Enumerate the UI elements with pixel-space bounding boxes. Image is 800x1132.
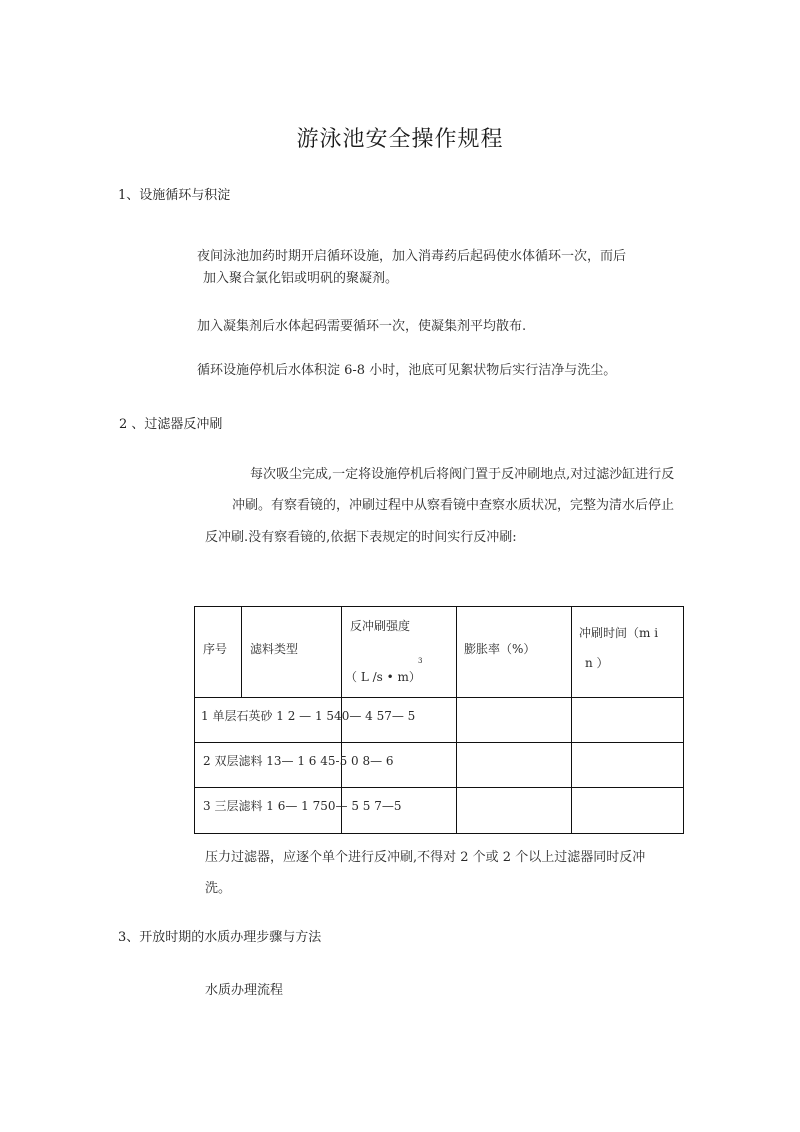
section-heading-2: 2 、过滤器反冲刷 [119,417,223,432]
table-hline-1 [195,697,683,698]
table-header-filter-type: 滤料类型 [250,642,299,656]
table-header-wash-time-unit: n ） [585,656,609,670]
table-header-expansion: 膨胀率（%） [464,642,536,656]
section-1-paragraph-4: 循环设施停机后水体积淀 6-8 小时，池底可见絮状物后实行洁净与洗尘。 [197,363,617,378]
table-vline-4 [571,607,572,833]
section-1-paragraph-3: 加入凝集剂后水体起码需要循环一次，使凝集剂平均散布. [197,319,527,334]
section-3-paragraph-1: 水质办理流程 [205,983,284,998]
table-hline-2 [195,742,683,743]
section-1-paragraph-2: 加入聚合氯化铝或明矾的聚凝剂。 [203,271,399,286]
section-2-paragraph-1: 每次吸尘完成,一定将设施停机后将阀门置于反冲刷地点,对过滤沙缸进行反 [250,467,675,482]
table-header-intensity: 反冲刷强度 [350,619,411,633]
page-title: 游泳池安全操作规程 [296,127,504,152]
section-heading-1: 1、设施循环与积淀 [118,188,231,203]
table-row-3: 3 三层滤料 1 6— 1 750— 5 5 7—5 [203,799,402,813]
after-table-paragraph-2: 洗。 [205,881,232,896]
table-header-unit-superscript: 3 [418,657,423,665]
section-2-paragraph-3: 反冲刷.没有察看镜的,依据下表规定的时间实行反冲刷: [205,530,517,545]
section-1-paragraph-1: 夜间泳池加药时期开启循环设施，加入消毒药后起码使水体循环一次，而后 [197,249,627,264]
table-vline-1 [241,607,242,697]
table-hline-3 [195,787,683,788]
table-header-index: 序号 [203,642,228,656]
table-header-intensity-unit: （ L /s • m） [345,670,421,684]
table-vline-3 [456,607,457,833]
backwash-table [194,606,684,834]
section-heading-3: 3、开放时期的水质办理步骤与方法 [118,930,322,945]
table-row-2: 2 双层滤料 13— 1 6 45-5 0 8— 6 [203,754,394,768]
after-table-paragraph-1: 压力过滤器，应逐个单个进行反冲刷,不得对 2 个或 2 个以上过滤器同时反冲 [205,850,646,865]
table-header-wash-time: 冲刷时间（m i [579,626,659,640]
section-2-paragraph-2: 冲刷。有察看镜的，冲刷过程中从察看镜中查察水质状况，完整为清水后停止 [232,498,675,513]
table-row-1: 1 单层石英砂 1 2 — 1 540— 4 57— 5 [201,709,416,723]
